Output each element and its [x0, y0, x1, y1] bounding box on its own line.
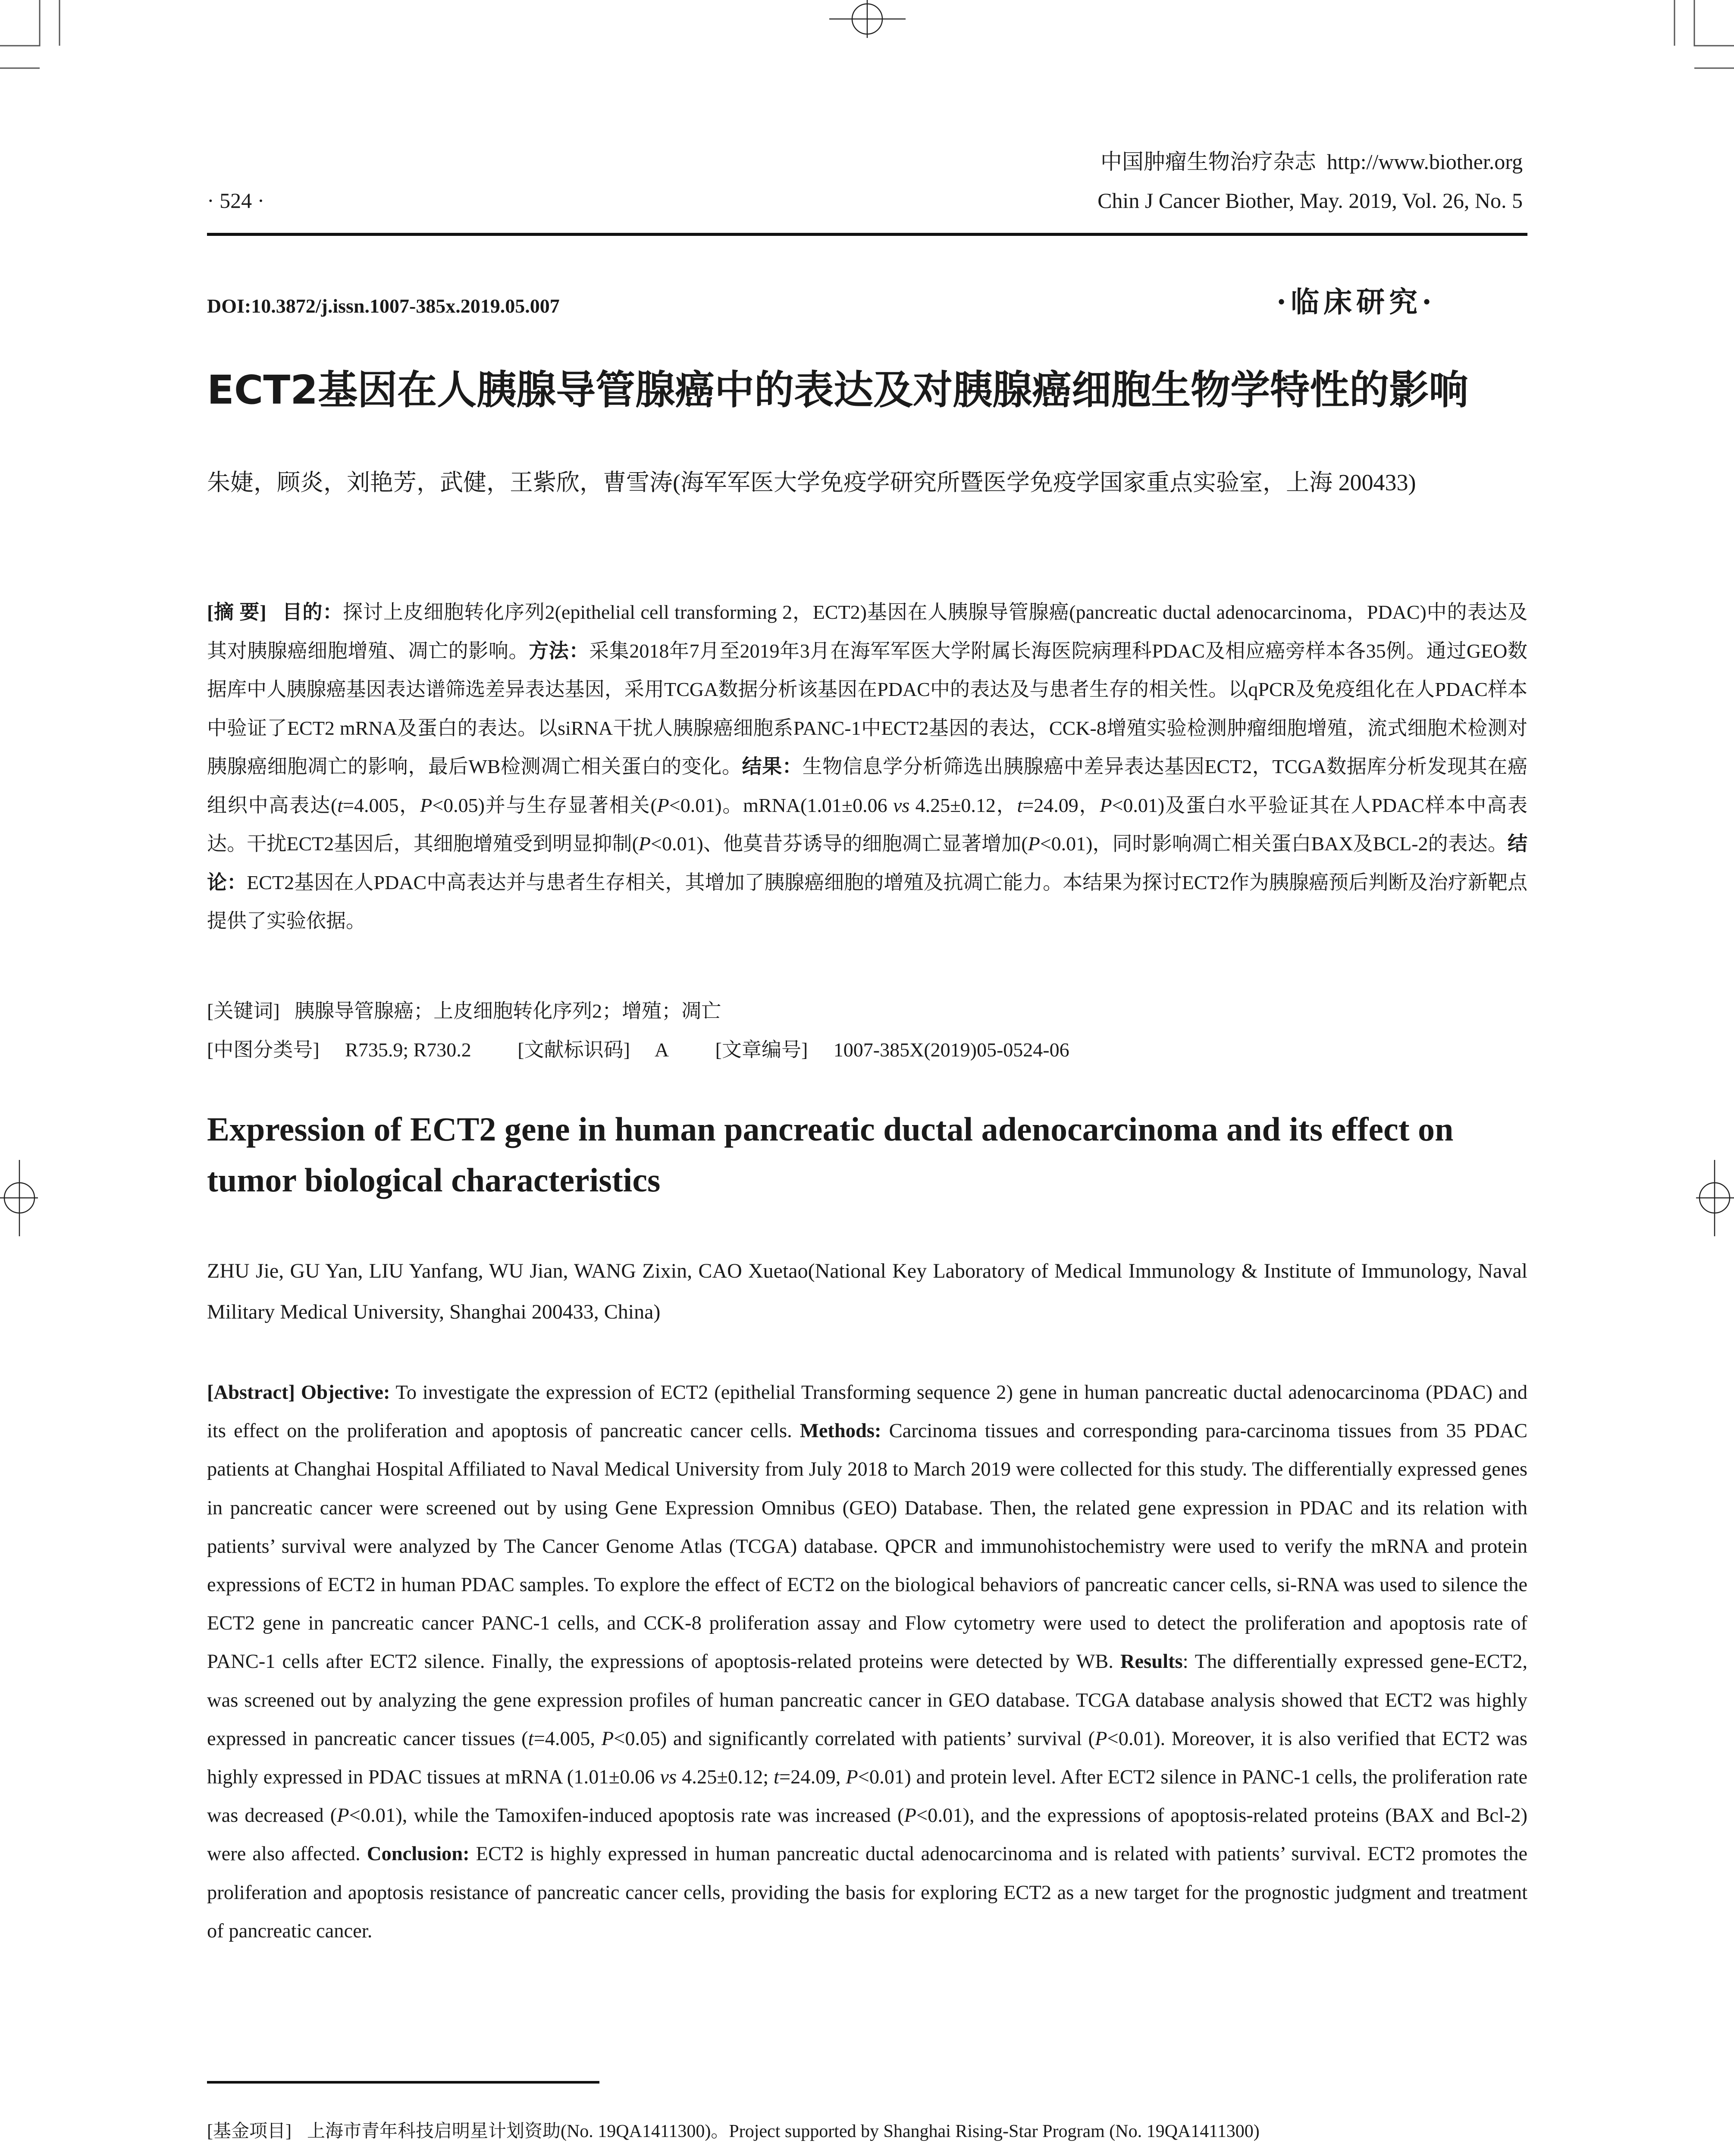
results-label-cn: 结果：: [742, 755, 803, 778]
journal-name-cn: 中国肿瘤生物治疗杂志: [1100, 150, 1316, 174]
doc-code-label: [文献标识码]: [517, 1039, 630, 1061]
results-text-en: <0.01) and protein level. After ECT2 silence in PANC-1 cells, the proliferation rate was decreased (: [207, 1766, 1527, 1827]
results-text-en: <0.01), and the expressions of apoptosis-related proteins (BAX and Bcl-2) were also affected.: [207, 1805, 1527, 1865]
article-no-label: [文章编号]: [715, 1039, 808, 1061]
conclusion-text-cn: ECT2基因在人PDAC中高表达并与患者生存相关，其增加了胰腺癌细胞的增殖及抗凋亡能力。本结果为探讨ECT2作为胰腺癌预后判断及治疗新靶点提供了实验依据。: [207, 871, 1527, 932]
results-text-cn: <0.01)。mRNA(1.01±0.06: [669, 794, 893, 816]
results-text-en: <0.01). Moreover, it is also verified that ECT2 was highly expressed in PDAC tissues at mRNA (1.01±0.06: [207, 1727, 1527, 1789]
results-text-en: =4.005,: [533, 1727, 602, 1750]
results-text-cn: =4.005，: [343, 794, 420, 816]
results-text-cn: <0.01)、他莫昔芬诱导的细胞凋亡显著增加(: [651, 833, 1028, 855]
methods-text-cn: 采集2018年7月至2019年3月在海军军医大学附属长海医院病理科PDAC及相应癌旁样本各35例。通过GEO数据库中人胰腺癌基因表达谱筛选差异表达基因，采用TCGA数据分析该基因在PDAC中的表达及与患者生存的相关性。以qPCR及免疫组化在人PDAC样本中验证了ECT2 mRNA及蛋白的表达。以siRNA干扰人胰腺癌细胞系PANC-1中ECT2基因的表达，CCK-8增殖实验检测肿瘤细胞增殖，流式细胞术检测对胰腺癌细胞凋亡的影响，最后WB检测凋亡相关蛋白的变化。: [207, 639, 1528, 777]
doi[interactable]: DOI:10.3872/j.issn.1007-385x.2019.05.007: [207, 295, 560, 317]
stat-symbol: vs: [660, 1766, 677, 1789]
conclusion-text-en: ECT2 is highly expressed in human pancreatic ductal adenocarcinoma and is related with patients’ survival. ECT2 promotes the proliferation and apoptosis resistance of pancreatic cancer cells, providing the basis for exploring ECT2 as a new target for the prognostic judgment and treatment of pancreatic cancer.: [207, 1843, 1527, 1942]
authors-affiliation-cn: 朱婕，顾炎，刘艳芳，武健，王紫欣，曹雪涛(海军军医大学免疫学研究所暨医学免疫学国家重点实验室，上海 200433): [207, 470, 1416, 495]
methods-label-cn: 方法：: [529, 639, 589, 662]
footnote-author: [207, 2150, 1527, 2156]
results-text-cn: <0.01)及蛋白水平验证其在人PDAC样本中高表达。干扰ECT2基因后，其细胞增殖受到明显抑制(: [207, 794, 1527, 855]
results-text-cn: <0.01)，同时影响凋亡相关蛋白BAX及BCL-2的表达。: [1040, 833, 1508, 855]
clc-label: [中图分类号]: [207, 1039, 320, 1061]
stat-symbol: P: [657, 794, 669, 816]
results-text-en: =24.09,: [779, 1766, 846, 1789]
results-label-en: Results: [1120, 1651, 1183, 1673]
abstract-label-en: [Abstract] Objective:: [207, 1382, 390, 1404]
results-text-cn: =24.09，: [1022, 794, 1100, 816]
conclusion-label-cn: 结论：: [207, 832, 1527, 894]
fund-text: 上海市青年科技启明星计划资助(No. 19QA1411300)。Project supported by Shanghai Rising-Star Program (No. 19QA1411300): [307, 2122, 1260, 2141]
objective-text-cn: 探讨上皮细胞转化序列2(epithelial cell transforming 2，ECT2)基因在人胰腺导管腺癌(pancreatic ductal adenocarcinoma，PDAC)中的表达及其对胰腺癌细胞增殖、凋亡的影响。: [207, 601, 1528, 662]
abstract-cn: [207, 593, 1527, 940]
stat-symbol: P: [1094, 1727, 1107, 1750]
stat-symbol: vs: [893, 794, 910, 816]
article-title-cn: ECT2基因在人胰腺导管腺癌中的表达及对胰腺癌细胞生物学特性的影响: [207, 367, 1469, 413]
stat-symbol: P: [846, 1766, 858, 1789]
stat-symbol: P: [1028, 833, 1040, 855]
journal-header-cn: [1101, 142, 1523, 181]
article-title-en: Expression of ECT2 gene in human pancreatic ductal adenocarcinoma and its effect on tumor biological characteristics: [207, 1110, 1454, 1199]
doc-code-value: A: [654, 1039, 669, 1061]
crop-mark-top-right: [1674, 0, 1734, 68]
footnote-rule: [207, 2081, 599, 2084]
abstract-en: [207, 1373, 1527, 1950]
authors-affiliation-en: ZHU Jie, GU Yan, LIU Yanfang, WU Jian, WANG Zixin, CAO Xuetao(National Key Laboratory of Medical Immunology & Institute of Immunology, Naval Military Medical University, Shanghai 200433, China): [207, 1260, 1527, 1323]
stat-symbol: P: [337, 1805, 349, 1827]
stat-symbol: P: [638, 833, 651, 855]
registration-mark-top: [829, 0, 906, 38]
results-text-cn: <0.05)并与生存显著相关(: [432, 794, 657, 816]
results-text-en: <0.01), while the Tamoxifen-induced apoptosis rate was increased (: [349, 1805, 904, 1827]
registration-mark-left: [0, 1160, 38, 1236]
results-text-cn: 生物信息学分析筛选出胰腺癌中差异表达基因ECT2，TCGA数据库分析发现其在癌组织中高表达(: [207, 755, 1528, 816]
objective-text-en: To investigate the expression of ECT2 (epithelial Transforming sequence 2) gene in human pancreatic ductal adenocarcinoma (PDAC) and its effect on the proliferation and apoptosis of pancreatic cancer cells.: [207, 1382, 1528, 1442]
keywords-label: [关键词]: [207, 1000, 280, 1022]
doc-code-group: [517, 1039, 690, 1061]
page-number: · 524 ·: [207, 188, 265, 213]
results-text-en: 4.25±0.12;: [677, 1766, 774, 1789]
results-text-cn: 4.25±0.12，: [909, 794, 1017, 816]
stat-symbol: P: [420, 794, 433, 816]
stat-symbol: P: [1100, 794, 1112, 816]
stat-symbol: P: [601, 1727, 614, 1750]
registration-mark-right: [1696, 1160, 1734, 1236]
methods-label-en: Methods:: [800, 1420, 881, 1442]
section-tag: ·临床研究·: [1276, 285, 1436, 319]
results-text-en: <0.05) and significantly correlated with patients’ survival (: [614, 1727, 1095, 1750]
stat-symbol: t: [1017, 794, 1023, 816]
header-rule: [207, 233, 1527, 236]
journal-website-link[interactable]: http://www.biother.org: [1326, 150, 1523, 174]
fund-label: [基金项目]: [207, 2122, 292, 2141]
journal-citation-en: Chin J Cancer Biother, May. 2019, Vol. 26, No. 5: [1097, 188, 1523, 213]
keywords-line: [207, 992, 1527, 1030]
stat-symbol: t: [337, 794, 343, 816]
abstract-label-cn: [摘 要]: [207, 601, 267, 623]
conclusion-label-en: Conclusion:: [367, 1843, 470, 1865]
objective-label-cn: 目的：: [282, 600, 343, 624]
article-no-group: [715, 1039, 1090, 1061]
methods-text-en: Carcinoma tissues and corresponding para-carcinoma tissues from 35 PDAC patients at Changhai Hospital Affiliated to Naval Medical University from July 2018 to March 2019 were collected for this study. The differentially expressed genes in pancreatic cancer were screened out by using Gene Expression Omnibus (GEO) Database. Then, the related gene expression in PDAC and its relation with patients’ survival were analyzed by The Cancer Genome Atlas (TCGA) database. QPCR and immunohistochemistry were used to verify the mRNA and protein expressions of ECT2 in human PDAC samples. To explore the effect of ECT2 on the biological behaviors of pancreatic cancer cells, si-RNA was used to silence the ECT2 gene in pancreatic cancer PANC-1 cells, and CCK-8 proliferation assay and Flow cytometry were used to detect the proliferation and apoptosis rate of PANC-1 cells after ECT2 silence. Finally, the expressions of apoptosis-related proteins were detected by WB.: [207, 1420, 1527, 1673]
stat-symbol: P: [904, 1805, 916, 1827]
article-no-value: 1007-385X(2019)05-0524-06: [833, 1039, 1069, 1061]
crop-mark-top-left: [0, 0, 60, 68]
stat-symbol: t: [528, 1727, 534, 1750]
results-text-en: : The differentially expressed gene-ECT2, was screened out by analyzing the gene expression profiles of human pancreatic cancer in GEO database. TCGA database analysis showed that ECT2 was highly expressed in pancreatic cancer tissues (: [207, 1651, 1528, 1750]
footnote-fund: [207, 2113, 1527, 2150]
clc-value: R735.9; R730.2: [345, 1039, 471, 1061]
stat-symbol: t: [774, 1766, 779, 1789]
classification-line: [207, 1031, 1527, 1069]
clc-group: [207, 1039, 492, 1061]
keywords: 胰腺导管腺癌；上皮细胞转化序列2；增殖；凋亡: [295, 1000, 721, 1022]
